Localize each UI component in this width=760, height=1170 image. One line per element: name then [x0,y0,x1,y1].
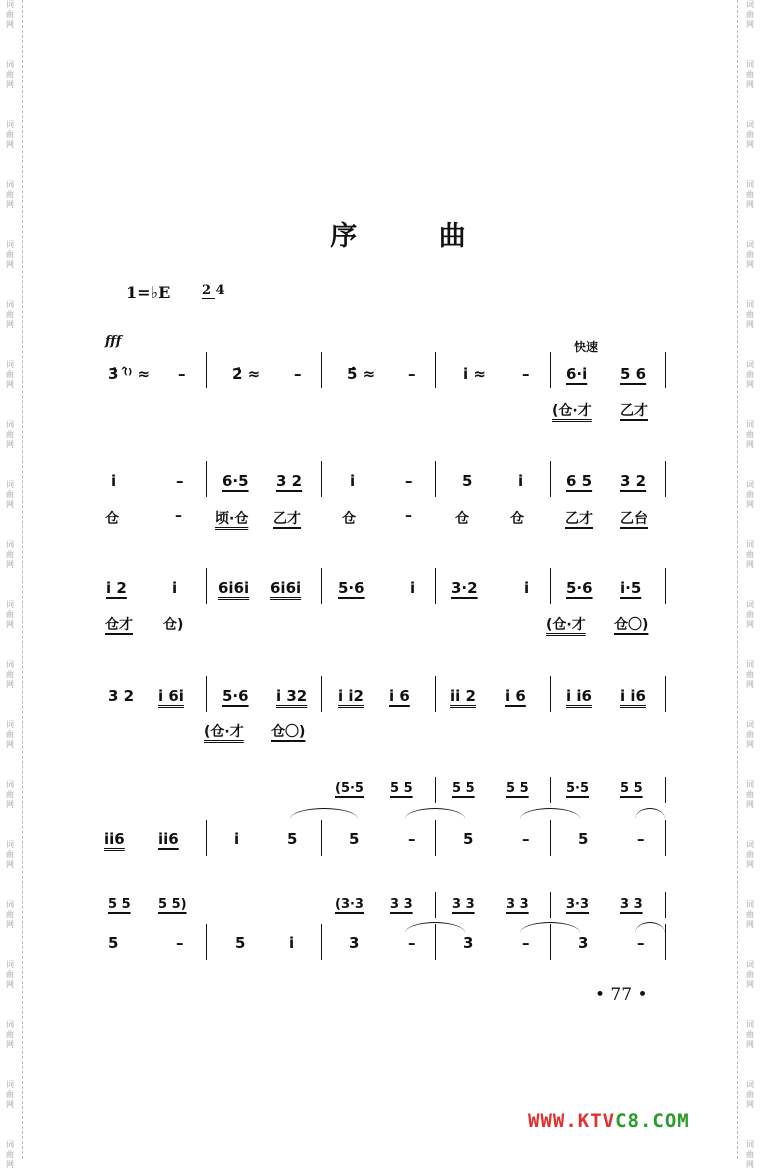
watermark-text: 词 曲 网 [6,780,14,809]
note: 3 2 [108,687,135,705]
left-watermark-strip [0,0,23,1169]
percussion-syllable: 顷·仓 [215,511,249,527]
barline [206,820,207,856]
note: – [178,365,186,383]
watermark-text: 词 曲 网 [6,420,14,449]
upper-note: 5 5 [108,897,131,912]
percussion-syllable: 乙才 [620,403,648,419]
note: – [637,830,645,848]
note: 6i6i [218,579,250,597]
note: i ≈ [463,365,486,383]
barline [321,461,322,497]
right-watermark-strip [737,0,760,1169]
watermark-text: 词 曲 网 [746,1140,754,1169]
watermark-text: 词 曲 网 [746,720,754,749]
watermark-text: 词 曲 网 [6,900,14,929]
watermark-text: 词 曲 网 [6,300,14,329]
note: 5·6 [222,687,249,705]
watermark-text: 词 曲 网 [6,480,14,509]
watermark-text: 词 曲 网 [746,600,754,629]
site-watermark-part2: C8.COM [615,1110,690,1132]
note: i [289,934,295,952]
barline [321,820,322,856]
watermark-text: 词 曲 网 [746,300,754,329]
note: 5 [462,472,473,490]
barline [550,352,551,388]
barline [550,820,551,856]
watermark-text: 词 曲 网 [6,120,14,149]
note: ii6 [158,830,179,848]
note: – [408,934,416,952]
site-watermark [528,1110,690,1132]
barline [665,924,666,960]
barline [435,820,436,856]
percussion-syllable: (仓·才 [546,617,586,633]
barline [435,777,436,803]
upper-note: 3·3 [566,897,590,912]
barline [665,461,666,497]
upper-note: (3·3 [335,897,364,912]
note: i [524,579,530,597]
percussion-syllable: 仓 [105,511,119,527]
barline [550,676,551,712]
watermark-text: 词 曲 网 [6,360,14,389]
watermark-text: 词 曲 网 [746,540,754,569]
watermark-text: 词 曲 网 [746,1020,754,1049]
barline [435,461,436,497]
barline [550,461,551,497]
percussion-syllable: 乙台 [620,511,648,527]
barline [206,676,207,712]
watermark-text: 词 曲 网 [746,180,754,209]
key-signature: 1=♭E [126,283,171,302]
page-number: • 77 • [595,985,648,1005]
note: 3 [578,934,589,952]
note: 3 [349,934,360,952]
note: 5 [108,934,119,952]
upper-note: 3 3 [620,897,643,912]
note: – [522,934,530,952]
barline [435,676,436,712]
watermark-text: 词 曲 网 [6,1020,14,1049]
upper-note: 5 5 [620,781,643,796]
watermark-text: 词 曲 网 [746,780,754,809]
note: i [410,579,416,597]
tie [520,808,580,819]
upper-note: 5 5 [506,781,529,796]
upper-note: 3 3 [506,897,529,912]
percussion-syllable: 仓才 [105,617,133,633]
note: 3̇ ⁽̂⁾ ≈ [108,365,151,383]
barline [435,568,436,604]
barline [665,676,666,712]
barline [435,352,436,388]
upper-note: 3 3 [390,897,413,912]
note: i 6 [389,687,410,705]
note: i 6i [158,687,184,705]
watermark-text: 词 曲 网 [6,840,14,869]
percussion-syllable: 仓 [455,511,469,527]
watermark-text: 词 曲 网 [6,540,14,569]
watermark-text: 词 曲 网 [746,360,754,389]
note: 5 [287,830,298,848]
note: i [111,472,117,490]
percussion-syllable: – [175,508,182,524]
upper-note: (5·5 [335,781,364,796]
percussion-syllable: 仓 [342,511,356,527]
watermark-text: 词 曲 网 [746,60,754,89]
note: 5 6 [620,365,647,383]
note: – [405,472,413,490]
watermark-text: 词 曲 网 [6,180,14,209]
tempo-marking: 快速 [574,340,599,354]
barline [665,820,666,856]
barline [206,568,207,604]
barline [550,568,551,604]
tie [635,808,665,819]
note: ii6 [104,830,125,848]
watermark-text: 词 曲 网 [6,1140,14,1169]
note: – [176,934,184,952]
note: i [350,472,356,490]
watermark-text: 词 曲 网 [6,1080,14,1109]
barline [665,568,666,604]
dynamic-marking: fff [105,334,122,349]
time-signature-top: 2 [202,283,212,298]
site-watermark-part1: WWW.KTV [528,1110,616,1132]
note: – [522,365,530,383]
note: 6i6i [270,579,302,597]
time-signature [202,284,225,297]
watermark-text: 词 曲 网 [6,60,14,89]
watermark-text: 词 曲 网 [746,660,754,689]
watermark-text: 词 曲 网 [6,960,14,989]
note: i 2 [106,579,127,597]
note: i 32 [276,687,308,705]
watermark-text: 词 曲 网 [746,900,754,929]
watermark-text: 词 曲 网 [6,0,14,29]
barline [550,777,551,803]
note: 5̂ ≈ [347,365,376,383]
barline [435,924,436,960]
note: 3·2 [451,579,478,597]
tie [405,808,465,819]
note: i i6 [620,687,646,705]
note: 2̇ ≈ [232,365,261,383]
watermark-text: 词 曲 网 [746,420,754,449]
note: i [234,830,240,848]
watermark-text: 词 曲 网 [746,1080,754,1109]
note: – [408,365,416,383]
page-title: 序 曲 [330,221,502,252]
barline [321,924,322,960]
note: 6·5 [222,472,249,490]
barline [550,892,551,918]
note: ii 2 [450,687,476,705]
note: 6 5 [566,472,593,490]
watermark-text: 词 曲 网 [746,0,754,29]
watermark-text: 词 曲 网 [6,600,14,629]
note: i i2 [338,687,364,705]
barline [206,924,207,960]
note: 5 [578,830,589,848]
barline [206,461,207,497]
note: – [176,472,184,490]
note: i·5 [620,579,642,597]
watermark-text: 词 曲 网 [746,240,754,269]
watermark-text: 词 曲 网 [6,660,14,689]
watermark-text: 词 曲 网 [6,720,14,749]
barline [435,892,436,918]
watermark-text: 词 曲 网 [746,840,754,869]
note: i [172,579,178,597]
tie [635,922,665,933]
note: 5·6 [338,579,365,597]
percussion-syllable: 仓 [510,511,524,527]
note: 5 [349,830,360,848]
barline [321,676,322,712]
barline [206,352,207,388]
note: i i6 [566,687,592,705]
watermark-text: 词 曲 网 [746,120,754,149]
upper-note: 5 5) [158,897,187,912]
barline [665,777,666,803]
upper-note: 3 3 [452,897,475,912]
note: – [408,830,416,848]
note: 3 2 [620,472,647,490]
percussion-syllable: 仓〇) [614,617,649,633]
note: 3 2 [276,472,303,490]
barline [665,892,666,918]
percussion-syllable: 仓) [163,617,184,633]
note: i [518,472,524,490]
upper-note: 5 5 [390,781,413,796]
watermark-text: 词 曲 网 [746,960,754,989]
note: 5·6 [566,579,593,597]
percussion-syllable: (仓·才 [552,403,592,419]
barline [321,352,322,388]
barline [321,568,322,604]
note: 5 [463,830,474,848]
upper-note: 5·5 [566,781,590,796]
percussion-syllable: (仓·才 [204,724,244,740]
watermark-text: 词 曲 网 [746,480,754,509]
barline [665,352,666,388]
note: 5 [235,934,246,952]
percussion-syllable: – [405,508,412,524]
watermark-text: 词 曲 网 [6,240,14,269]
note: i 6 [505,687,526,705]
percussion-syllable: 仓〇) [271,724,306,740]
time-signature-bottom: 4 [215,283,225,298]
note: 3 [463,934,474,952]
percussion-syllable: 乙才 [273,511,301,527]
upper-note: 5 5 [452,781,475,796]
percussion-syllable: 乙才 [565,511,593,527]
barline [550,924,551,960]
note: – [522,830,530,848]
note: – [637,934,645,952]
note: 6·i [566,365,588,383]
note: – [294,365,302,383]
tie [290,808,358,819]
